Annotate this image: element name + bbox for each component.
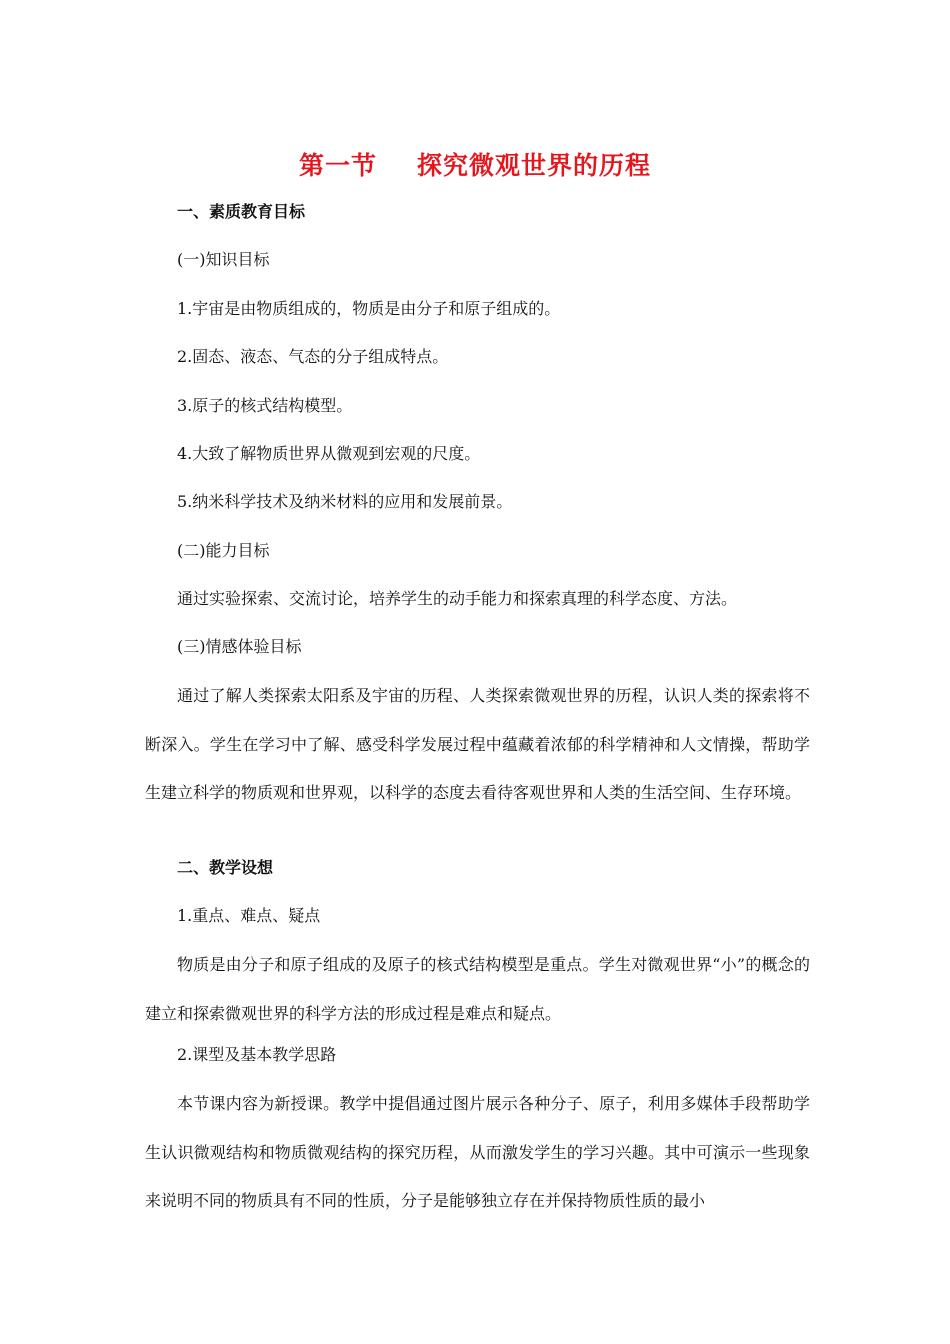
knowledge-item-2: 2.固态、液态、气态的分子组成特点。 xyxy=(177,347,449,366)
lesson-type-paragraph: 本节课内容为新授课。教学中提倡通过图片展示各种分子、原子，利用多媒体手段帮助学生认识微观结构和物质微观结构的探究历程，从而激发学生的学习兴趣。其中可演示一些现象来说明不同的物质具有不同的性质，分子是能够独立存在并保持物质性质的最小 xyxy=(145,1094,810,1210)
subheading-key-points: 1.重点、难点、疑点 xyxy=(177,906,321,925)
subheading-lesson-type: 2.课型及基本教学思路 xyxy=(177,1045,337,1064)
subheading-knowledge: (一)知识目标 xyxy=(177,250,270,269)
section-heading-design: 二、教学设想 xyxy=(177,858,274,877)
page-title xyxy=(0,146,950,182)
title-text: 探究微观世界的历程 xyxy=(417,151,652,180)
subheading-ability: (二)能力目标 xyxy=(177,541,270,560)
ability-text: 通过实验探索、交流讨论，培养学生的动手能力和探索真理的科学态度、方法。 xyxy=(177,589,738,608)
knowledge-item-5: 5.纳米科学技术及纳米材料的应用和发展前景。 xyxy=(177,492,513,511)
subheading-emotion: (三)情感体验目标 xyxy=(177,637,302,656)
title-section-number: 第一节 xyxy=(298,151,377,180)
knowledge-item-1: 1.宇宙是由物质组成的，物质是由分子和原子组成的。 xyxy=(177,299,561,318)
emotion-paragraph: 通过了解人类探索太阳系及宇宙的历程、人类探索微观世界的历程，认识人类的探索将不断深入。学生在学习中了解、感受科学发展过程中蕴藏着浓郁的科学精神和人文情操，帮助学生建立科学的物质观和世界观，以科学的态度去看待客观世界和人类的生活空间、生存环境。 xyxy=(145,686,810,802)
knowledge-item-3: 3.原子的核式结构模型。 xyxy=(177,396,353,415)
knowledge-item-4: 4.大致了解物质世界从微观到宏观的尺度。 xyxy=(177,444,481,463)
key-points-paragraph: 物质是由分子和原子组成的及原子的核式结构模型是重点。学生对微观世界“小”的概念的建立和探索微观世界的科学方法的形成过程是难点和疑点。 xyxy=(145,955,810,1023)
section-heading-goals: 一、素质教育目标 xyxy=(177,202,306,221)
